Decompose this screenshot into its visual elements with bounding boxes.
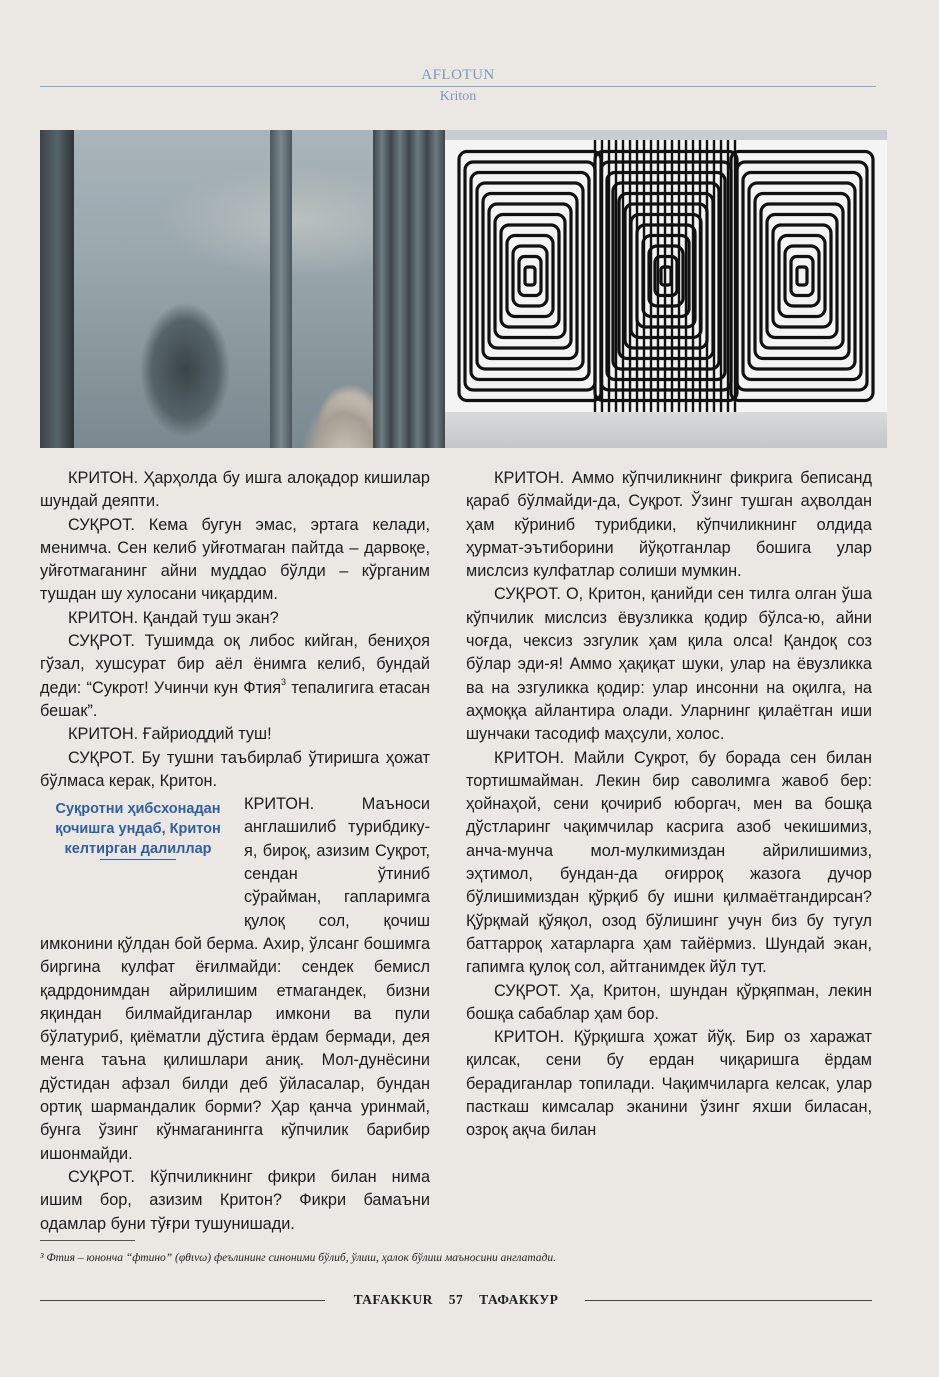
page-footer [40,1290,872,1310]
pull-quote-text: Суқротни ҳибсхонадан қочишга ундаб, Критон келтирган далиллар [55,801,221,858]
paragraph: КРИТОН. Ғайриоддий туш! [68,725,272,744]
pull-quote-rule [100,859,176,860]
footer-magazine-latin: TAFAKKUR [353,1292,433,1307]
author-title: AFLOTUN [421,67,495,83]
maze-top-strip [445,130,887,140]
footnote-rule [40,1240,135,1241]
paragraph [40,630,430,723]
photo-pillar [270,130,292,448]
left-text-column [40,467,430,1236]
paragraph: КРИТОН. Ҳарҳолда бу ишга алоқадор кишилар шундай деяпти. [40,469,430,511]
paragraph: СУҚРОТ. Бу тушни таъбирлаб ўтиришга ҳожат бўлмаса керак, Критон. [40,748,430,790]
paragraph: КРИТОН. Аммо кўпчиликнинг фикрига беписанд қараб бўлмайди-да, Суқрот. Ўзинг тушган аҳволдан ҳам кўриниб турибдики, кўпчиликнинг олдида ҳурмат-эътиборини йўқотганлар бошига улар мислсиз кулфатлар солиши мумкин. [466,469,872,581]
paragraph: СУҚРОТ. Кўпчиликнинг фикри билан нима ишим бор, азизим Критон? Фикри бамаъни одамлар буни тўғри тушунишади. [40,1167,430,1233]
film-still-photo [40,130,445,448]
work-title: Kriton [439,89,477,104]
photo-curtain-right [373,130,445,448]
right-text-column [466,467,872,1143]
footer-magazine-cyrillic: ТАФАККУР [479,1292,559,1307]
footer-text [40,1290,872,1310]
footnote: ³ Фтия – юнонча “фтино” (φθινω) феълининг синоними бўлиб, ўлиш, ҳалок бўлиш маъносини англатади. [40,1252,556,1264]
paragraph: КРИТОН. Қандай туш экан? [68,608,279,627]
header-rule [40,86,876,87]
photo-curtain-left [40,130,74,448]
paragraph: СУҚРОТ. Кема бугун эмас, эртага келади, менимча. Сен келиб уйғотмаган пайтда – дарвоқе, уйғотмаганинг айни муддао бўлди – кўрганим тушдан шу хулосани чиқардим. [40,515,430,604]
paragraph: КРИТОН. Майли Суқрот, бу борада сен билан тортишмайман. Лекин бир саволимга жавоб бер: ҳойнаҳой, сени қочириб юборгач, мен ва бошқа дўстларинг чақимчилар касрига азоб чекишимиз, анча-мунча мол-мулкимиздан айрилишимиз, эҳтимол, бундан-да оғирроқ жазога дучор бўлишимиздан қўрқиб бу ишни қилмаётгандирсан? Қўрқмай қўяқол, озод бўлишинг учун биз бу тугул баттарроқ хатарларга ҳам тайёрмиз. Шундай экан, гапимга қулоқ сол, айтганимдек йўл тут. [466,748,872,977]
maze-floor-reflection [445,412,887,448]
running-header [40,66,876,105]
paragraph: КРИТОН. Қўрқишга ҳожат йўқ. Бир оз харажат қилсак, сени бу ердан чиқаришга ёрдам берадиганлар топилади. Чақимчиларга келсак, улар пасткаш кимсалар эканини ўзинг яхши биласан, озроқ ақча билан [466,1028,872,1140]
paragraph-text: тепалигига етасан бешак”. [40,678,430,720]
op-art-maze-image [445,140,887,412]
pull-quote [40,799,236,917]
paragraph-text: СУҚРОТ. Тушимда оқ либос кийган, бениҳоя гўзал, хушсурат бир аёл ёнимга келиб, бундай деди: “Сукрот! Учинчи кун Фтия [40,632,430,697]
paragraph: СУҚРОТ. Ҳа, Критон, шундан қўрқяпман, лекин бошқа сабаблар ҳам бор. [466,981,872,1023]
page-number: 57 [448,1292,464,1307]
paragraph: КРИТОН. Маъноси англашилиб турибдику-я, бироқ, азизим Суқрот, сендан ўтиниб сўрайман, гапларимга қулоқ сол, қочиш имконини қўлдан бой берма. Ахир, ўлсанг бошимга биргина кулфат ёғилмайди: сендек бемисл қадрдонимдан айрилишим етмагандек, бизни яқиндан билмайдиганлар имкони ва пули бўлатуриб, қиёматли дўстига ёрдам бермади, дея менга таъна қилишлари аниқ. Мол-дунёсини дўстидан афзал билди деб ўйласалар, бундан ортиқ шармандалик борми? Ҳар қанча уринмай, бунга ўзинг кўнмаганингга кўпчилик барибир ишонмайди. [40,795,430,1163]
footnote-ref: 3 [281,676,287,687]
paragraph: СУҚРОТ. О, Критон, қанийди сен тилга олган ўша кўпчилик мислсиз ёвузликка қодир бўлса-ю, айни чоғда, чексиз эзгулик ҳам қила олса! Қандоқ соз бўлар эди-я! Аммо ҳақиқат шуки, улар на ёвузликка ва на эзгуликка қодир: улар инсонни на оқилга, на аҳмоққа айлантира олади. Уларнинг қилаётган иши шунчаки тасодиф маҳсули, холос. [466,585,872,744]
